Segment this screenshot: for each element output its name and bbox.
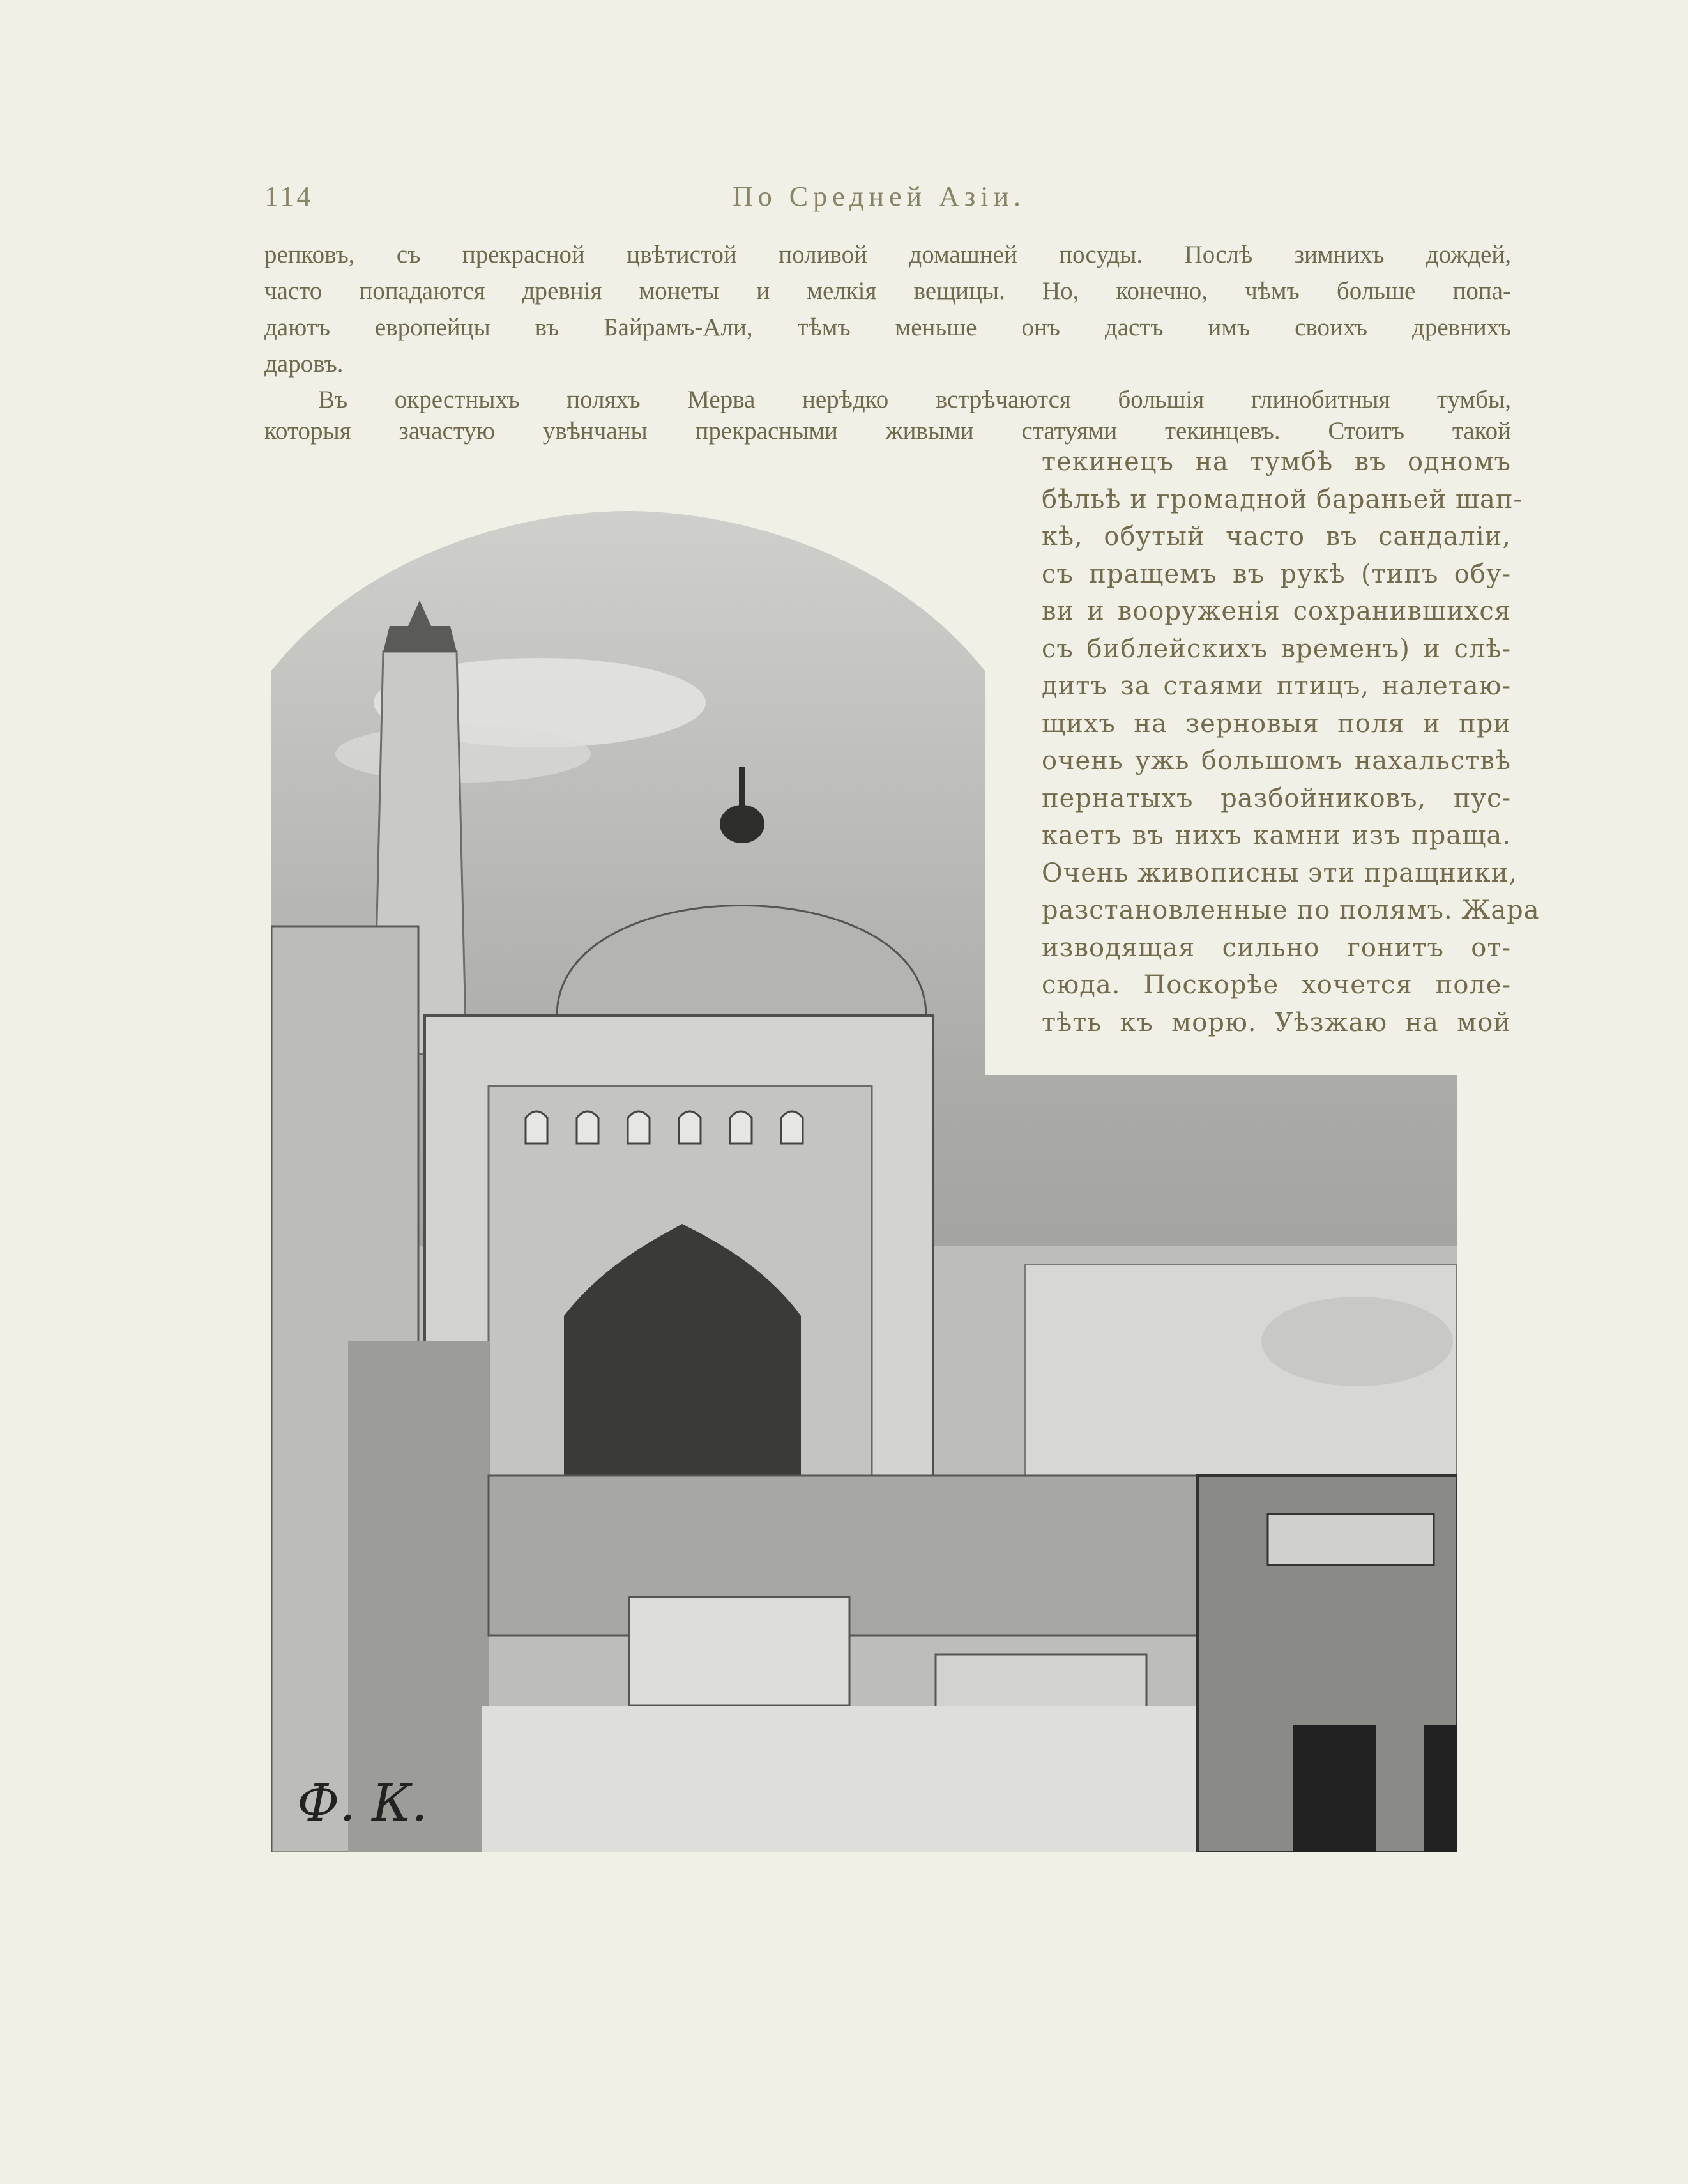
body-line: часто попадаются древнія монеты и мелкія вещицы. Но, конечно, чѣмъ больше попа- [264,277,1511,305]
column-line: пернатыхъ разбойниковъ, пус- [1042,783,1511,813]
column-line: кѣ, обутый часто въ сандаліи, [1042,522,1511,551]
column-line: разстановленные по полямъ. Жара [1042,896,1540,925]
body-line: даютъ европейцы въ Байрамъ-Али, тѣмъ меньше онъ дастъ имъ своихъ древнихъ [264,314,1511,341]
column-line: съ пращемъ въ рукѣ (типъ обу- [1042,559,1511,589]
column-line: дитъ за стаями птицъ, налетаю- [1042,671,1511,701]
column-line: текинецъ на тумбѣ въ одномъ [1042,447,1511,477]
running-title: По Средней Азіи. [732,181,1026,212]
artist-signature: Ф. К. [297,1773,428,1833]
column-line: сюда. Поскорѣе хочется поле- [1042,970,1511,1000]
column-line: тѣть къ морю. Уѣзжаю на мой [1042,1007,1511,1037]
small-dome [1261,1297,1453,1386]
column-line: изводящая сильно гонитъ от- [1042,933,1511,963]
finial-spike [739,767,745,811]
column-line: ви и вооруженія сохранившихся [1042,597,1511,626]
body-line: которыя зачастую увѣнчаны прекрасными живыми статуями текинцевъ. Стоитъ такой [264,417,1511,445]
ground [482,1706,1204,1852]
cloud [335,725,591,783]
building-door [1293,1725,1376,1852]
column-line: каетъ въ нихъ камни изъ праща. [1042,821,1511,850]
illustration-mosque [271,511,1457,1852]
building-window [1268,1514,1434,1565]
page-number: 114 [264,181,314,212]
column-line: Очень живописны эти пращники, [1042,858,1517,888]
column-line: очень ужь большомъ нахальствѣ [1042,746,1511,775]
column-line: щихъ на зерновыя поля и при [1042,708,1511,738]
body-line: даровъ. [264,350,344,378]
body-line: Въ окрестныхъ поляхъ Мерва нерѣдко встрѣчаются большія глинобитныя тумбы, [318,386,1511,413]
column-line: бѣльѣ и громадной бараньей шап- [1042,484,1523,514]
column-line: съ библейскихъ временъ) и слѣ- [1042,634,1511,664]
tomb-stone [629,1597,849,1706]
body-line: репковъ, съ прекрасной цвѣтистой поливой домашней посуды. Послѣ зимнихъ дождей, [264,241,1511,268]
building-door [1424,1725,1457,1852]
